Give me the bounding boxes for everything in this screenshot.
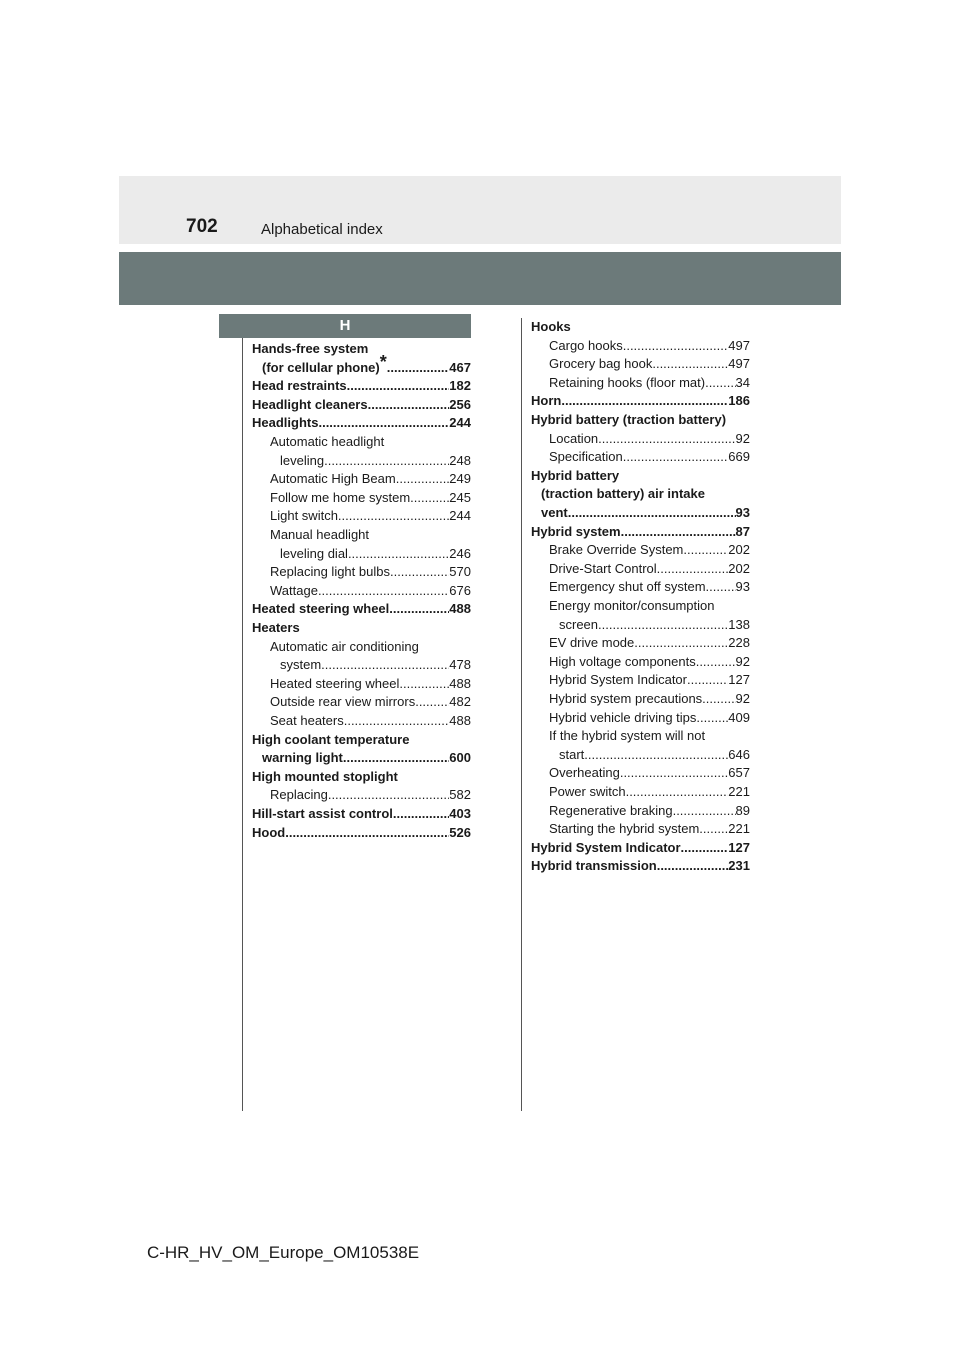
dot-leader xyxy=(621,523,736,542)
section-letter: H xyxy=(219,314,471,338)
index-entry-page: 482 xyxy=(449,694,471,710)
index-entry-label: Hybrid system xyxy=(531,523,621,539)
header-dark-band xyxy=(119,252,841,305)
dot-leader xyxy=(696,709,728,728)
index-entry-label: Follow me home system xyxy=(270,489,411,505)
index-entry-page: 202 xyxy=(728,560,750,576)
index-entry xyxy=(252,377,471,396)
index-entry xyxy=(270,712,471,731)
index-entry-page: 182 xyxy=(449,378,471,394)
dot-leader xyxy=(387,359,450,378)
index-entry-label: Overheating xyxy=(549,765,620,781)
dot-leader xyxy=(706,578,736,597)
dot-leader xyxy=(415,693,449,712)
index-entry-label: Regenerative braking xyxy=(549,802,673,818)
index-entry xyxy=(549,783,750,802)
index-entry-label: (for cellular phone) xyxy=(262,359,380,375)
dot-leader xyxy=(324,452,449,471)
index-entry xyxy=(252,600,471,619)
index-entry xyxy=(549,764,750,783)
index-entry xyxy=(270,786,471,805)
index-entry xyxy=(531,857,750,876)
dot-leader xyxy=(584,746,728,765)
index-entry-label: Hybrid system precautions xyxy=(549,691,703,706)
dot-leader xyxy=(568,504,736,523)
index-entry-label: Headlights xyxy=(252,415,319,431)
index-entry-page: 92 xyxy=(735,691,750,706)
index-entry-label: Headlight cleaners xyxy=(252,396,368,412)
index-entry xyxy=(270,563,471,582)
dot-leader xyxy=(347,377,450,396)
index-entry-label: Heated steering wheel xyxy=(270,675,400,691)
dot-leader xyxy=(705,374,735,393)
dot-leader xyxy=(626,783,729,802)
index-entry-page: 669 xyxy=(728,449,750,465)
index-entry-label: Replacing xyxy=(270,787,328,803)
dot-leader xyxy=(687,671,728,690)
index-entry-page: 256 xyxy=(449,396,471,412)
index-entry-label: Energy monitor/consumption xyxy=(549,598,715,613)
header-band xyxy=(119,176,841,244)
index-entry-label: Light switch xyxy=(270,508,338,524)
dot-leader xyxy=(683,541,728,560)
index-entry-label: Starting the hybrid system xyxy=(549,821,700,837)
index-entry-label: Replacing light bulbs xyxy=(270,564,390,580)
index-entry xyxy=(531,467,619,486)
index-entry xyxy=(270,638,419,657)
index-entry-page: 600 xyxy=(449,750,471,766)
index-entry xyxy=(549,560,750,579)
index-entry-label: leveling xyxy=(280,452,325,468)
index-entry-page: 478 xyxy=(449,657,471,673)
index-entry-page: 488 xyxy=(449,601,471,617)
index-entry-label: Hybrid transmission xyxy=(531,858,657,874)
dot-leader xyxy=(328,786,449,805)
index-entry-label: Hybrid System Indicator xyxy=(531,839,681,855)
index-entry-label: Wattage xyxy=(270,582,318,598)
index-entry-label: start xyxy=(559,746,585,762)
index-entry xyxy=(549,820,750,839)
index-entry-page: 646 xyxy=(728,746,750,762)
index-entry-label: Automatic headlight xyxy=(270,434,385,449)
index-entry xyxy=(549,690,750,709)
index-entry-page: 231 xyxy=(728,858,750,874)
dot-leader xyxy=(696,653,736,672)
index-entry xyxy=(270,433,384,452)
index-entry xyxy=(252,824,471,843)
index-entry-label: (traction battery) air intake xyxy=(541,486,705,502)
index-entry-label: Heaters xyxy=(252,620,300,635)
index-entry-label: Power switch xyxy=(549,784,626,799)
index-entry-page: 34 xyxy=(735,374,750,390)
index-entry-label: Heated steering wheel xyxy=(252,601,390,617)
dot-leader xyxy=(389,600,449,619)
index-entry-label: Hood xyxy=(252,824,286,840)
index-entry xyxy=(549,541,750,560)
index-entry-label: Retaining hooks (floor mat) xyxy=(549,374,706,390)
dot-leader xyxy=(399,675,449,694)
left-column-rule xyxy=(242,338,243,1111)
index-entry xyxy=(549,578,750,597)
index-entry xyxy=(280,656,471,675)
dot-leader xyxy=(321,656,449,675)
index-entry xyxy=(270,693,471,712)
index-entry xyxy=(252,414,471,433)
index-entry xyxy=(252,805,471,824)
index-entry xyxy=(549,597,714,616)
footnote-marker: * xyxy=(379,351,387,372)
index-entry-label: Hooks xyxy=(531,319,571,334)
index-entry-label: If the hybrid system will not xyxy=(549,728,706,744)
index-entry-label: Cargo hooks xyxy=(549,337,623,353)
index-entry-label: Automatic air conditioning xyxy=(270,638,419,654)
index-entry-page: 186 xyxy=(728,393,750,409)
index-entry-label: Hybrid vehicle driving tips xyxy=(549,709,697,725)
index-entry xyxy=(541,485,705,504)
index-entry-label: Hill-start assist control xyxy=(252,806,393,821)
dot-leader xyxy=(393,805,449,824)
index-entry-page: 245 xyxy=(449,489,471,505)
index-entry-label: Horn xyxy=(531,393,562,409)
dot-leader xyxy=(318,582,449,601)
index-entry-label: vent xyxy=(541,505,568,520)
index-entry xyxy=(262,351,471,378)
index-entry-label: Seat heaters xyxy=(270,713,344,728)
index-entry xyxy=(531,411,726,430)
index-entry xyxy=(549,802,750,821)
index-entry xyxy=(270,489,471,508)
index-entry-page: 244 xyxy=(449,508,471,524)
index-entry xyxy=(252,340,368,359)
index-entry-label: Hybrid System Indicator xyxy=(549,672,687,688)
page-number: 702 xyxy=(186,216,218,237)
dot-leader xyxy=(623,448,729,467)
index-entry-label: system xyxy=(280,657,322,673)
index-entry-label: High voltage components xyxy=(549,653,696,669)
index-entry xyxy=(549,337,750,356)
index-entry-label: Head restraints xyxy=(252,378,347,394)
index-entry-page: 93 xyxy=(735,579,750,595)
index-entry-label: Drive-Start Control xyxy=(549,560,657,576)
dot-leader xyxy=(652,355,728,374)
index-entry-page: 92 xyxy=(735,653,750,669)
dot-leader xyxy=(657,857,729,876)
index-entry-page: 488 xyxy=(449,713,471,728)
index-entry-label: Outside rear view mirrors xyxy=(270,694,416,710)
index-entry-page: 127 xyxy=(728,672,750,688)
middle-column-rule xyxy=(521,318,522,1111)
index-entry xyxy=(541,504,750,523)
index-entry-page: 488 xyxy=(449,675,471,691)
index-entry-page: 138 xyxy=(728,616,750,632)
index-entry xyxy=(559,616,750,635)
index-entry-label: Specification xyxy=(549,449,623,465)
index-entry xyxy=(549,634,750,653)
dot-leader xyxy=(285,824,449,843)
dot-leader xyxy=(344,712,450,731)
index-entry-page: 467 xyxy=(449,359,471,375)
index-entry xyxy=(270,582,471,601)
document-id: C-HR_HV_OM_Europe_OM10538E xyxy=(146,1243,420,1262)
index-entry-page: 244 xyxy=(449,415,471,431)
dot-leader xyxy=(410,489,449,508)
index-entry xyxy=(252,619,300,638)
dot-leader xyxy=(390,563,449,582)
dot-leader xyxy=(702,690,735,709)
index-entry xyxy=(549,374,750,393)
index-entry-page: 248 xyxy=(449,452,471,468)
index-entry-label: Hybrid battery xyxy=(531,467,620,483)
dot-leader xyxy=(620,764,728,783)
index-entry xyxy=(549,727,705,746)
index-entry-page: 221 xyxy=(728,784,750,799)
index-entry xyxy=(549,671,750,690)
index-entry-page: 93 xyxy=(735,505,750,520)
index-entry xyxy=(280,452,471,471)
dot-leader xyxy=(598,430,735,449)
index-entry-page: 249 xyxy=(449,471,471,487)
index-entry-page: 87 xyxy=(735,523,750,539)
index-entry-page: 92 xyxy=(735,430,750,446)
index-entry-label: leveling dial xyxy=(280,545,348,561)
index-entry-page: 497 xyxy=(728,337,750,353)
index-entry xyxy=(262,749,471,768)
index-entry xyxy=(549,448,750,467)
index-entry xyxy=(280,545,471,564)
index-entry xyxy=(531,839,750,858)
index-entry xyxy=(252,768,398,787)
dot-leader xyxy=(368,396,450,415)
index-entry-page: 676 xyxy=(449,582,471,598)
index-entry-label: Emergency shut off system xyxy=(549,579,706,595)
index-entry-label: Brake Override System xyxy=(549,542,684,558)
index-entry xyxy=(549,430,750,449)
index-entry-page: 127 xyxy=(728,839,750,855)
page-title: Alphabetical index xyxy=(261,221,383,238)
dot-leader xyxy=(348,545,449,564)
index-entry-label: Manual headlight xyxy=(270,527,370,542)
index-entry-page: 202 xyxy=(728,542,750,558)
index-entry-label: Hybrid battery (traction battery) xyxy=(531,412,727,427)
index-entry-page: 497 xyxy=(728,356,750,372)
index-entry xyxy=(252,731,409,750)
index-entry-label: Automatic High Beam xyxy=(270,471,396,487)
index-entry-label: Location xyxy=(549,430,599,446)
dot-leader xyxy=(673,802,736,821)
dot-leader xyxy=(657,560,729,579)
dot-leader xyxy=(634,634,728,653)
index-entry xyxy=(531,318,571,337)
index-entry-label: Hands-free system xyxy=(252,341,369,356)
dot-leader xyxy=(598,616,728,635)
index-entry xyxy=(549,355,750,374)
index-entry xyxy=(531,392,750,411)
index-entry-page: 403 xyxy=(449,806,471,821)
index-entry-label: EV drive mode xyxy=(549,635,635,651)
index-entry xyxy=(559,746,750,765)
index-entry xyxy=(270,470,471,489)
dot-leader xyxy=(681,839,729,858)
dot-leader xyxy=(561,392,728,411)
index-entry-label: screen xyxy=(559,616,599,632)
index-entry-page: 228 xyxy=(728,635,750,651)
index-entry-label: Grocery bag hook xyxy=(549,356,653,372)
index-entry-label: warning light xyxy=(262,750,343,766)
dot-leader xyxy=(343,749,449,768)
index-entry xyxy=(270,526,369,545)
index-entry xyxy=(549,709,750,728)
index-entry-page: 570 xyxy=(449,564,471,580)
index-entry xyxy=(531,523,750,542)
index-entry-page: 246 xyxy=(449,545,471,561)
index-entry xyxy=(270,675,471,694)
index-entry-page: 89 xyxy=(735,802,750,818)
index-entry-page: 221 xyxy=(728,821,750,837)
dot-leader xyxy=(338,507,449,526)
index-entry-page: 526 xyxy=(449,824,471,840)
dot-leader xyxy=(318,414,449,433)
dot-leader xyxy=(623,337,729,356)
index-entry-label: High mounted stoplight xyxy=(252,768,398,784)
index-entry xyxy=(549,653,750,672)
index-entry xyxy=(252,396,471,415)
dot-leader xyxy=(396,470,450,489)
index-entry-label: High coolant temperature xyxy=(252,731,410,747)
index-entry-page: 409 xyxy=(728,709,750,725)
index-entry-page: 582 xyxy=(449,787,471,803)
index-entry xyxy=(270,507,471,526)
dot-leader xyxy=(699,820,728,839)
index-entry-page: 657 xyxy=(728,765,750,781)
